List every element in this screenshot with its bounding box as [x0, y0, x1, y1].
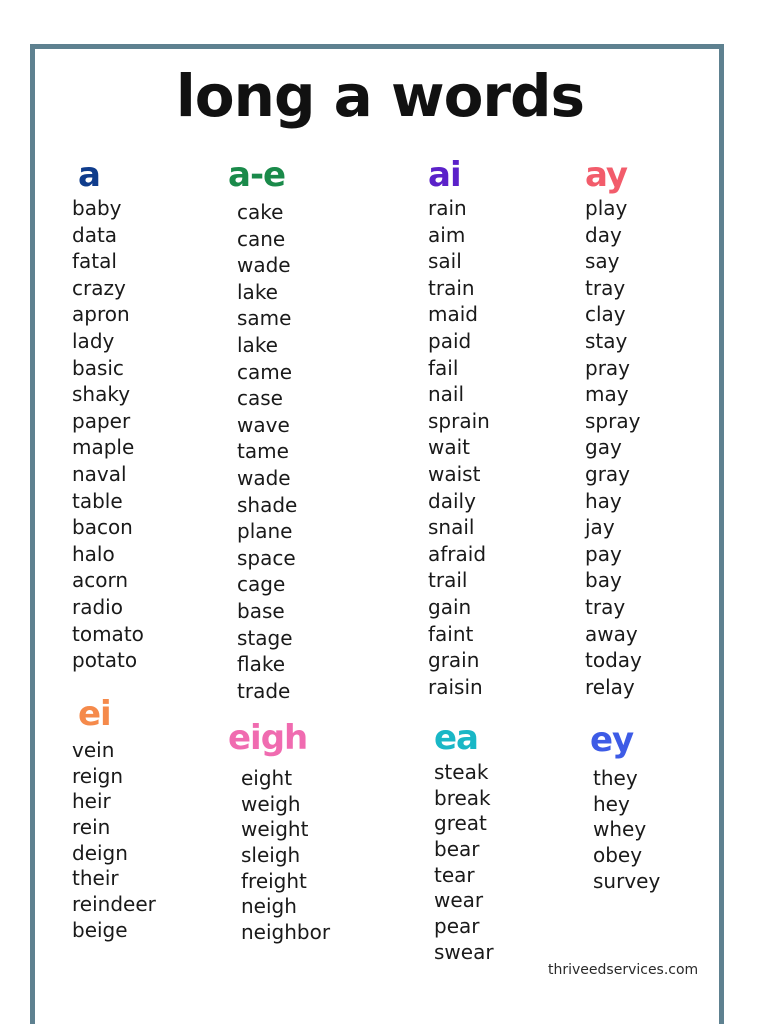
list-item: cage	[237, 572, 286, 597]
list-item: reign	[72, 763, 124, 788]
list-item: hay	[585, 488, 622, 513]
list-item: weight	[241, 817, 309, 842]
list-item: away	[585, 621, 638, 646]
list-item: jay	[585, 515, 615, 540]
list-item: gay	[585, 435, 622, 460]
list-item: wear	[434, 888, 484, 913]
list-item: tomato	[72, 621, 144, 646]
list-item: swear	[434, 939, 494, 964]
list-item: apron	[72, 302, 130, 327]
list-item: naval	[72, 461, 127, 486]
list-item: bay	[585, 568, 622, 593]
word-list-ai	[428, 195, 490, 700]
list-item: tear	[434, 862, 475, 887]
list-item: maple	[72, 435, 135, 460]
list-item: baby	[72, 196, 122, 220]
list-item: base	[237, 598, 285, 623]
list-item: train	[428, 275, 475, 300]
list-item: fail	[428, 355, 459, 380]
list-item: heir	[72, 789, 111, 814]
list-item: same	[237, 306, 292, 331]
list-item: steak	[434, 760, 489, 784]
list-item: snail	[428, 515, 475, 540]
list-item: came	[237, 359, 293, 384]
list-item: pay	[585, 541, 622, 566]
list-item: paid	[428, 328, 472, 353]
list-item: trade	[237, 678, 291, 703]
list-item: stay	[585, 328, 628, 353]
list-item: daily	[428, 488, 476, 513]
list-item: spray	[585, 408, 641, 433]
list-item: case	[237, 386, 283, 411]
list-item: wave	[237, 412, 290, 437]
list-item: pray	[585, 355, 631, 380]
list-item: reindeer	[72, 892, 156, 917]
list-item: great	[434, 811, 487, 836]
list-item: eight	[241, 766, 293, 790]
list-item: acorn	[72, 568, 129, 593]
group-a-e	[228, 155, 297, 704]
list-item: tame	[237, 439, 289, 464]
list-item: clay	[585, 302, 626, 327]
group-ai	[428, 155, 490, 700]
word-list-a-e	[237, 199, 297, 704]
word-list-eigh	[241, 766, 330, 946]
list-item: survey	[593, 868, 661, 893]
list-item: radio	[72, 594, 123, 619]
list-item: relay	[585, 674, 635, 699]
list-item: raisin	[428, 674, 483, 699]
list-item: may	[585, 382, 629, 407]
list-item: cane	[237, 226, 286, 251]
list-item: beige	[72, 917, 128, 942]
list-item: bear	[434, 837, 480, 862]
list-item: wade	[237, 253, 291, 278]
word-list-ey	[593, 766, 660, 894]
list-item: neigh	[241, 894, 297, 919]
list-item: rain	[428, 196, 467, 220]
list-item: deign	[72, 840, 128, 865]
heading-eigh: eigh	[228, 718, 308, 758]
list-item: they	[593, 766, 638, 790]
list-item: waist	[428, 461, 481, 486]
group-ey	[590, 720, 660, 894]
list-item: wade	[237, 465, 291, 490]
heading-a: a	[78, 155, 100, 195]
list-item: fatal	[72, 249, 117, 274]
list-item: sail	[428, 249, 462, 274]
list-item: bacon	[72, 515, 133, 540]
word-list-a	[72, 195, 144, 674]
list-item: lady	[72, 328, 115, 353]
list-item: rein	[72, 815, 111, 840]
list-item: obey	[593, 843, 643, 868]
list-item: space	[237, 545, 296, 570]
list-item: plane	[237, 519, 293, 544]
list-item: sprain	[428, 408, 490, 433]
heading-a-e: a-e	[228, 155, 286, 195]
list-item: table	[72, 488, 123, 513]
page-title: long a words	[175, 62, 585, 130]
list-item: say	[585, 249, 620, 274]
list-item: weigh	[241, 791, 301, 816]
list-item: pear	[434, 914, 480, 939]
list-item: wait	[428, 435, 471, 460]
list-item: faint	[428, 621, 474, 646]
list-item: gain	[428, 594, 472, 619]
list-item: whey	[593, 817, 647, 842]
list-item: lake	[237, 279, 278, 304]
list-item: aim	[428, 222, 466, 247]
list-item: halo	[72, 541, 115, 566]
list-item: grain	[428, 648, 480, 673]
list-item: today	[585, 648, 642, 673]
list-item: afraid	[428, 541, 487, 566]
list-item: shaky	[72, 382, 131, 407]
list-item: play	[585, 196, 628, 220]
list-item: day	[585, 222, 622, 247]
group-a	[72, 155, 144, 674]
group-eigh	[228, 718, 330, 946]
list-item: data	[72, 222, 118, 247]
list-item: basic	[72, 355, 124, 380]
list-item: vein	[72, 738, 115, 762]
list-item: flake	[237, 652, 286, 677]
word-list-ei	[72, 738, 156, 944]
list-item: neighbor	[241, 920, 331, 945]
list-item: nail	[428, 382, 465, 407]
group-ay	[585, 155, 642, 700]
list-item: lake	[237, 332, 278, 357]
heading-ea: ea	[434, 718, 479, 758]
word-list-ea	[434, 760, 494, 966]
list-item: gray	[585, 461, 631, 486]
list-item: potato	[72, 648, 138, 673]
list-item: shade	[237, 492, 298, 517]
list-item: hey	[593, 791, 630, 816]
list-item: crazy	[72, 275, 126, 300]
list-item: paper	[72, 408, 131, 433]
heading-ei: ei	[78, 694, 111, 734]
list-item: stage	[237, 625, 293, 650]
list-item: tray	[585, 275, 626, 300]
word-list-ay	[585, 195, 642, 700]
list-item: break	[434, 785, 491, 810]
group-ea	[434, 718, 494, 966]
heading-ay: ay	[585, 155, 628, 195]
list-item: trail	[428, 568, 468, 593]
list-item: their	[72, 866, 119, 891]
site-credit: thriveedservices.com	[548, 962, 699, 978]
list-item: tray	[585, 594, 626, 619]
list-item: sleigh	[241, 843, 301, 868]
heading-ey: ey	[590, 720, 634, 760]
heading-ai: ai	[428, 155, 461, 195]
list-item: cake	[237, 200, 284, 224]
list-item: maid	[428, 302, 478, 327]
group-ei	[72, 694, 156, 944]
list-item: freight	[241, 868, 307, 893]
